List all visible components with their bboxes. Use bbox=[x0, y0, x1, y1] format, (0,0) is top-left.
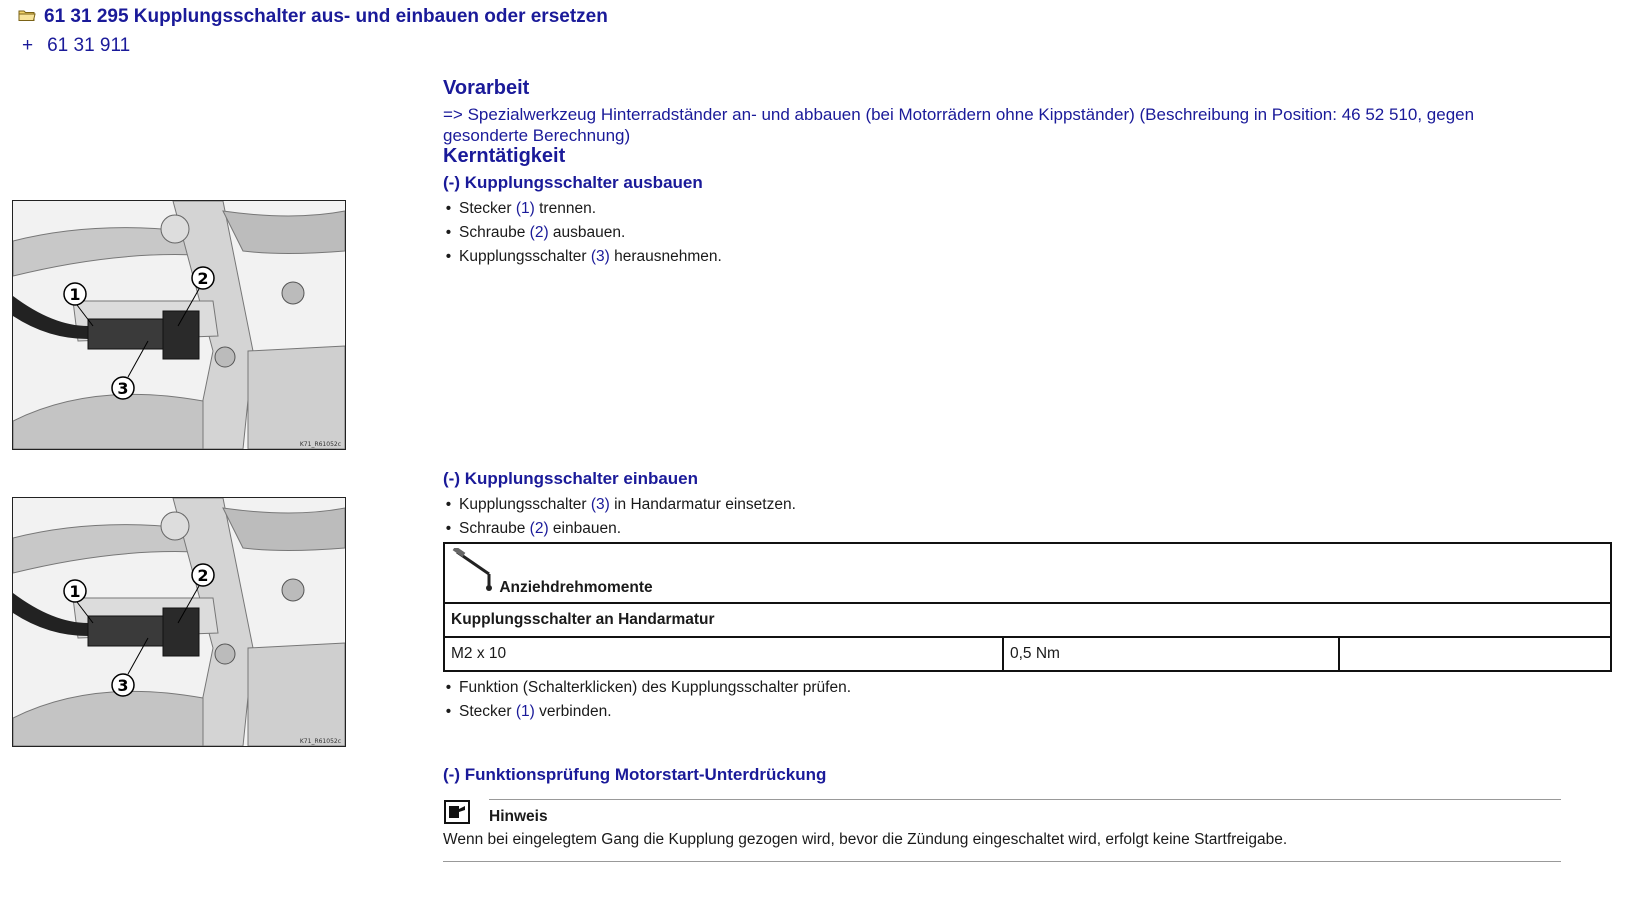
ref-link[interactable]: (2) bbox=[529, 224, 549, 241]
list-item: • Schraube (2) einbauen. bbox=[445, 520, 622, 537]
ref-link[interactable]: (1) bbox=[515, 703, 535, 720]
einbauen-steps bbox=[445, 493, 796, 541]
ausbauen-steps bbox=[445, 197, 722, 269]
list-item: • Schraube (2) ausbauen. bbox=[445, 224, 626, 241]
callout-1: 1 bbox=[69, 582, 81, 601]
heading-vorarbeit: Vorarbeit bbox=[443, 77, 530, 99]
vorarbeit-link[interactable]: => Spezialwerkzeug Hinterradständer an- und abbauen (bei Motorrädern ohne Kippständer) (Beschreibung in Position: 46 52 510, gegen gesonderte Berechnung) bbox=[443, 105, 1475, 145]
page-header bbox=[18, 6, 608, 28]
list-item: • Kupplungsschalter (3) in Handarmatur einsetzen. bbox=[445, 496, 796, 513]
expand-plus[interactable]: + bbox=[22, 35, 34, 56]
figure-code: K71_R61052c bbox=[299, 738, 341, 745]
list-item: • Stecker (1) trennen. bbox=[445, 200, 596, 217]
heading-funktionspruefung: (-) Funktionsprüfung Motorstart-Unterdrückung bbox=[443, 765, 827, 784]
ref-link[interactable]: (2) bbox=[529, 520, 549, 537]
heading-einbauen: (-) Kupplungsschalter einbauen bbox=[443, 469, 699, 488]
ref-link[interactable]: (3) bbox=[590, 248, 610, 265]
figure-code: K71_R61052c bbox=[299, 441, 341, 448]
divider bbox=[443, 861, 1561, 862]
clutch-switch-illustration bbox=[13, 498, 345, 746]
list-item: • Kupplungsschalter (3) herausnehmen. bbox=[445, 248, 722, 265]
folder-icon bbox=[18, 8, 36, 27]
torque-wrench-icon bbox=[451, 548, 499, 597]
heading-ausbauen: (-) Kupplungsschalter ausbauen bbox=[443, 173, 703, 192]
torque-cell-extra bbox=[1339, 637, 1611, 671]
callout-3: 3 bbox=[117, 676, 129, 695]
ref-link[interactable]: (1) bbox=[515, 200, 535, 217]
figure-ausbauen[interactable] bbox=[12, 200, 346, 450]
divider bbox=[489, 799, 1561, 800]
callout-3: 3 bbox=[117, 379, 129, 398]
list-item: • Funktion (Schalterklicken) des Kupplungsschalter prüfen. bbox=[445, 679, 852, 696]
callout-1: 1 bbox=[69, 285, 81, 304]
ref-link[interactable]: (3) bbox=[590, 496, 610, 513]
list-item: • Stecker (1) verbinden. bbox=[445, 703, 612, 720]
figure-einbauen[interactable] bbox=[12, 497, 346, 747]
torque-cell-spec: M2 x 10 bbox=[444, 637, 1003, 671]
note-icon bbox=[444, 800, 470, 829]
clutch-switch-illustration bbox=[13, 201, 345, 449]
hinweis-text: Wenn bei eingelegtem Gang die Kupplung gezogen wird, bevor die Zündung eingeschaltet wird, erfolgt keine Startfreigabe. bbox=[443, 831, 1288, 848]
torque-heading: Anziehdrehmomente bbox=[499, 579, 653, 596]
subtitle-row[interactable] bbox=[22, 35, 130, 57]
callout-2: 2 bbox=[197, 269, 209, 288]
torque-section: Kupplungsschalter an Handarmatur bbox=[444, 603, 1611, 637]
page-title[interactable]: 61 31 295 Kupplungsschalter aus- und einbauen oder ersetzen bbox=[44, 6, 608, 27]
sub-code-link[interactable]: 61 31 911 bbox=[47, 35, 131, 56]
torque-cell-value: 0,5 Nm bbox=[1003, 637, 1339, 671]
einbauen-steps-after bbox=[445, 676, 851, 724]
callout-2: 2 bbox=[197, 566, 209, 585]
torque-header-cell bbox=[444, 543, 1611, 603]
torque-table bbox=[443, 542, 1612, 672]
hinweis-label: Hinweis bbox=[489, 808, 548, 825]
heading-kerntaetigkeit: Kerntätigkeit bbox=[443, 145, 566, 167]
